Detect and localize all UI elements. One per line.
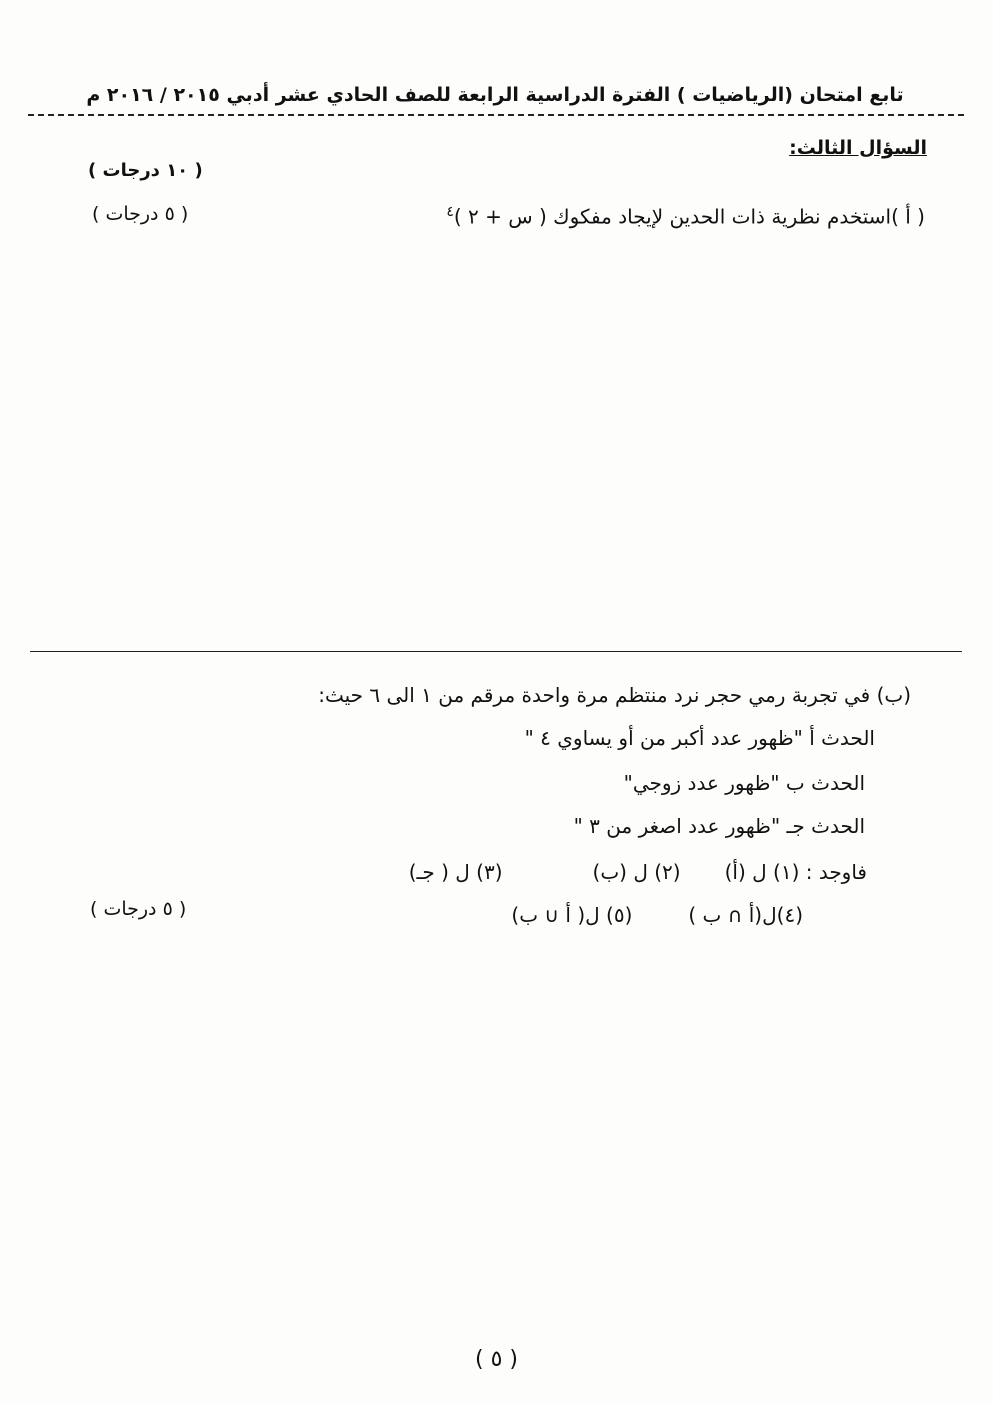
find-row-1 [409,860,867,884]
question-total-grade: ( ١٠ درجات ) [88,160,203,181]
find-item-1: فاوجد : (١) ل (أ) [724,860,867,884]
find-item-3: (٣) ل ( جـ) [408,860,503,884]
part-a-text [446,204,925,229]
find-item-2: (٢) ل (ب) [592,860,681,884]
find-row-2 [511,903,803,927]
find-item-4: (٤)ل(أ ∩ ب ) [688,903,803,927]
question-title: السؤال الثالث: [789,137,927,159]
event-c: الحدث جـ "ظهور عدد اصغر من ٣ " [573,814,865,838]
page-number: ( ٥ ) [475,1347,518,1372]
header-dashed-underline [28,114,964,116]
event-b: الحدث ب "ظهور عدد زوجي" [623,771,865,795]
part-b-grade: ( ٥ درجات ) [90,898,187,920]
part-a-statement: ( أ )استخدم نظرية ذات الحدين لإيجاد مفكوك ( س + ٢ ) [453,204,925,229]
part-a-exponent: ٤ [446,204,454,220]
event-a: الحدث أ "ظهور عدد أكبر من أو يساوي ٤ " [524,726,875,750]
part-a-grade: ( ٥ درجات ) [92,203,189,225]
section-divider [30,651,962,652]
find-item-5: (٥) ل( أ ∪ ب) [511,903,633,927]
exam-header: تابع امتحان (الرياضيات ) الفترة الدراسية الرابعة للصف الحادي عشر أدبي ٢٠١٥ / ٢٠١٦ م [86,84,904,106]
part-b-intro: (ب) في تجربة رمي حجر نرد منتظم مرة واحدة مرقم من ١ الى ٦ حيث: [318,683,911,707]
